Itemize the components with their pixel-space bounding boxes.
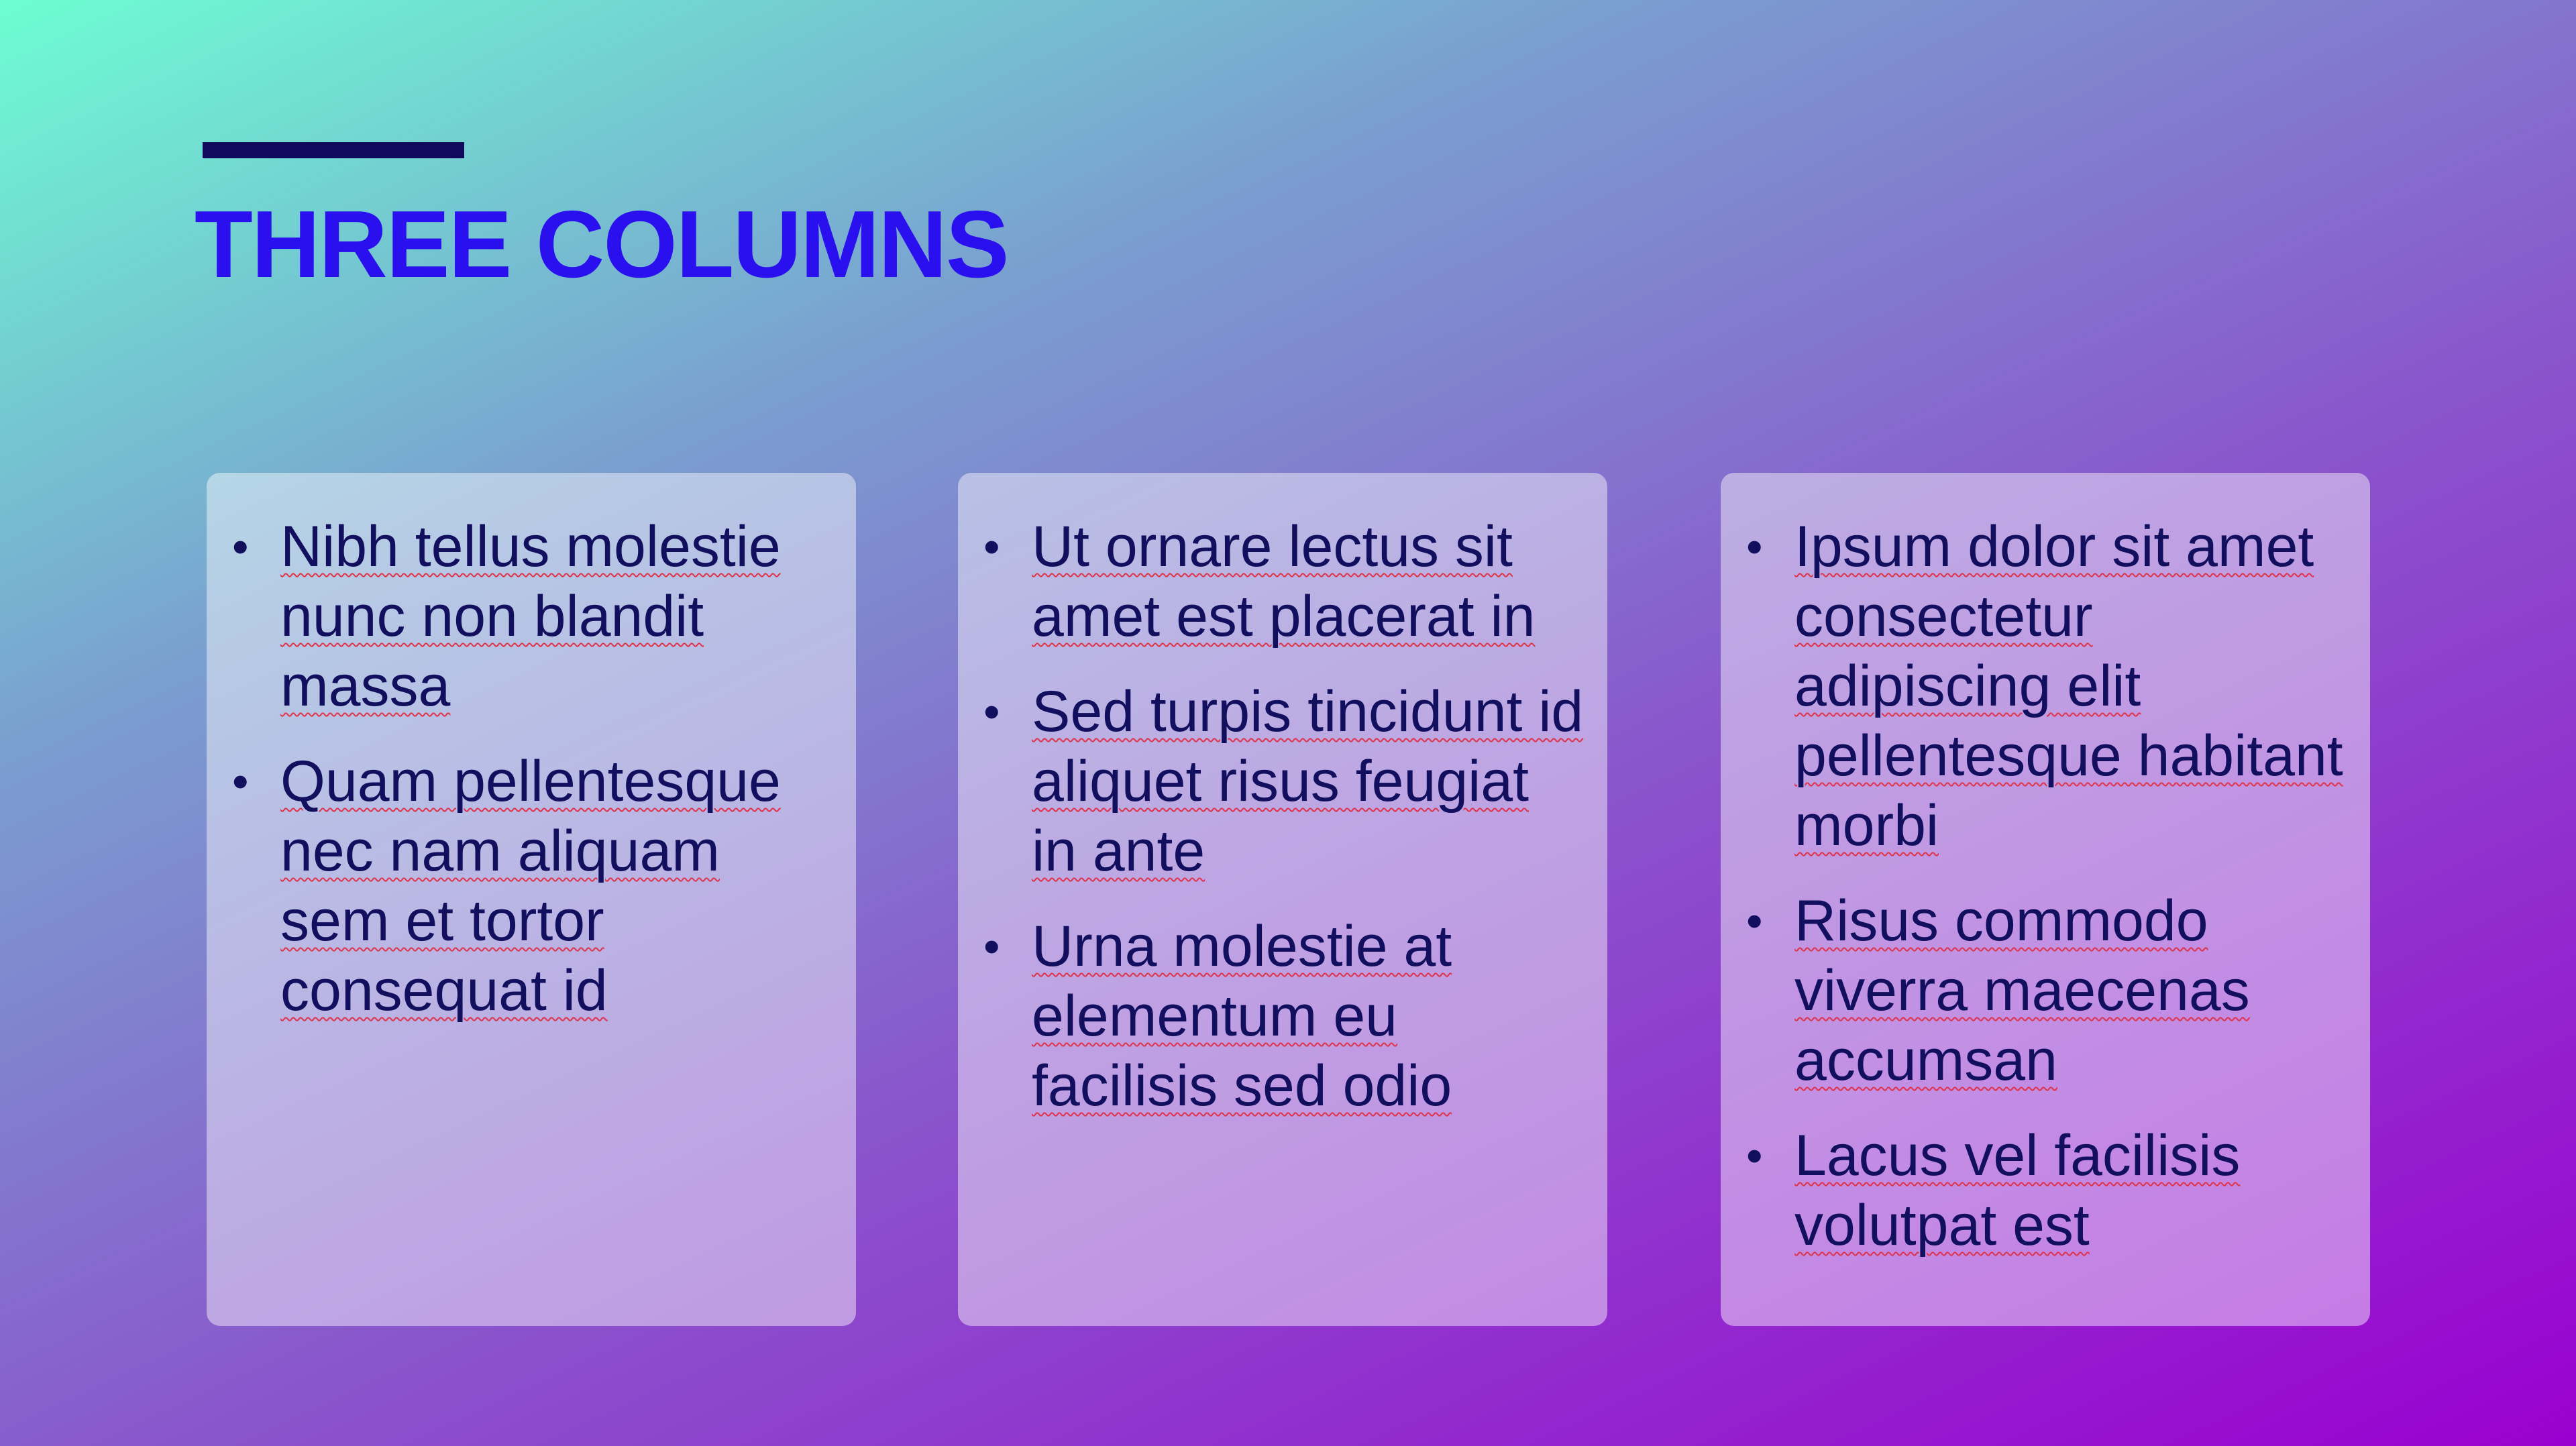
bullet-list	[1721, 512, 2350, 1260]
bullet-dot-icon: •	[983, 520, 1000, 573]
bullet-text[interactable]: Ut ornare lectus sit amet est placerat in	[1032, 514, 1536, 649]
title-accent-bar	[203, 142, 464, 158]
bullet-text[interactable]: Sed turpis tincidunt id aliquet risus feugiat in ante	[1032, 679, 1584, 883]
bullet-dot-icon: •	[1746, 1129, 1763, 1182]
bullet-text[interactable]: Ipsum dolor sit amet consectetur adipiscing elit pellentesque habitant morbi	[1794, 514, 2343, 858]
bullet-item[interactable]	[207, 746, 836, 1025]
bullet-item[interactable]	[1721, 886, 2350, 1095]
bullet-dot-icon: •	[232, 520, 249, 573]
bullet-dot-icon: •	[1746, 895, 1763, 947]
bullet-text[interactable]: Quam pellentesque nec nam aliquam sem et tortor consequat id	[280, 749, 781, 1023]
bullet-text[interactable]: Nibh tellus molestie nunc non blandit massa	[280, 514, 781, 718]
bullet-item[interactable]	[1721, 1121, 2350, 1260]
bullet-text[interactable]: Urna molestie at elementum eu facilisis sed odio	[1032, 914, 1452, 1118]
bullet-text[interactable]: Risus commodo viverra maecenas accumsan	[1794, 889, 2250, 1093]
bullet-dot-icon: •	[983, 920, 1000, 972]
bullet-text[interactable]: Lacus vel facilisis volutpat est	[1794, 1123, 2241, 1258]
bullet-dot-icon: •	[1746, 520, 1763, 573]
bullet-dot-icon: •	[983, 685, 1000, 738]
bullet-item[interactable]	[207, 512, 836, 721]
bullet-item[interactable]	[1721, 512, 2350, 860]
bullet-item[interactable]	[958, 911, 1587, 1121]
bullet-item[interactable]	[958, 677, 1587, 886]
column-card-3[interactable]	[1721, 473, 2370, 1326]
bullet-dot-icon: •	[232, 755, 249, 808]
column-card-2[interactable]	[958, 473, 1607, 1326]
bullet-item[interactable]	[958, 512, 1587, 651]
column-card-1[interactable]	[207, 473, 856, 1326]
bullet-list	[207, 512, 836, 1025]
slide-title[interactable]: THREE COLUMNS	[195, 191, 1008, 298]
bullet-list	[958, 512, 1587, 1121]
